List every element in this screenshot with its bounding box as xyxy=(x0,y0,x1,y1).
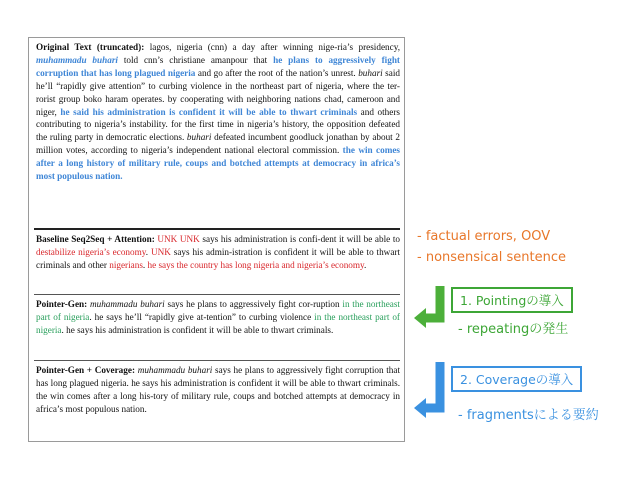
section-label: Pointer-Gen + Coverage: xyxy=(36,365,136,375)
pointing-intro-box: 1. Pointingの導入 xyxy=(451,287,573,313)
error-text: UNK UNK xyxy=(157,234,200,244)
body-text: . xyxy=(145,246,151,257)
section-label: Pointer-Gen: xyxy=(36,299,88,309)
error-text: destabilize nigeria’s economy xyxy=(36,246,146,257)
error-text: he says the country has long nigeria and nigeria’s economy xyxy=(147,259,365,270)
nonsensical-sentence-note: - nonsensical sentence xyxy=(417,250,566,265)
divider-pointergen-coverage xyxy=(34,360,400,361)
body-text: says he plans to aggressively fight corruption that has long plagued nigeria. he says his administration is confident it will be able to thwart criminals. the win comes after a long his-tory of military rule, coups and botched attempts at democracy in africa’s most populous nation. xyxy=(36,365,400,414)
pointer-gen-summary-paragraph xyxy=(36,298,400,337)
body-text: . xyxy=(142,259,148,270)
divider-baseline-pointergen xyxy=(34,294,400,295)
repeated-text: in the northeast part of nigeria xyxy=(36,299,400,322)
body-text: and go after the root of the nation’s unrest. xyxy=(195,67,359,78)
blue-down-arrow-icon xyxy=(412,358,452,418)
repeated-text: in the northeast part of nigeria xyxy=(36,311,400,335)
original-text-paragraph xyxy=(36,41,400,183)
error-text: nigerians xyxy=(109,259,143,270)
name-text: buhari xyxy=(358,67,383,78)
factual-errors-note: - factual errors, OOV xyxy=(417,229,551,244)
body-text: defeated incumbent goodluck jonathan by about 2 million votes, according to nigeria’s independent national electoral commission. xyxy=(36,132,400,156)
name-text: muhammadu buhari xyxy=(89,299,165,309)
fragments-note: - fragmentsによる要約 xyxy=(458,408,599,423)
body-text: and others contributing to nigeria’s instability. for the first time in nigeria’s history, the opposition defeated the ruling party in democratic elections. xyxy=(36,106,400,143)
highlighted-text: he said his administration is confident it will be able to thwart criminals xyxy=(60,106,358,117)
body-text: lagos, nigeria (cnn) a day after winning nige-ria’s presidency, xyxy=(144,42,400,52)
body-text: . he says he’ll “rapidly give at-tention” to curbing violence xyxy=(89,311,315,322)
divider-original-baseline xyxy=(34,228,400,230)
body-text: . he says his administration is confident it will be able to thwart criminals. xyxy=(61,324,334,335)
highlighted-text: he plans to aggressively fight corruption that has long plagued nigeria xyxy=(36,54,400,78)
baseline-summary-paragraph xyxy=(36,233,400,272)
section-label: Original Text (truncated): xyxy=(36,42,145,52)
body-text: says his admin-istration is confident it will be able to thwart criminals and other xyxy=(36,246,401,270)
name-text: buhari xyxy=(186,132,212,143)
highlighted-name-text: muhammadu buhari xyxy=(36,54,118,65)
body-text: . xyxy=(364,259,367,270)
body-text: told cnn’s christiane amanpour that xyxy=(117,54,274,65)
section-label: Baseline Seq2Seq + Attention: xyxy=(36,234,155,244)
coverage-summary-paragraph xyxy=(36,364,400,416)
name-text: muhammadu buhari xyxy=(137,365,213,375)
coverage-intro-box: 2. Coverageの導入 xyxy=(451,366,582,392)
body-text: says his administration is confi-dent it will be able to xyxy=(199,234,400,244)
error-text: UNK xyxy=(150,246,171,257)
green-down-arrow-icon xyxy=(412,280,452,340)
highlighted-text: the win comes after a long history of military rule, coups and botched attempts at democracy in africa’s most populous nation. xyxy=(36,145,400,182)
repeating-note: - repeatingの発生 xyxy=(458,322,569,337)
body-text: said he’ll “rapidly give attention” to curbing violence in the northeast part of nigeria, where the ter-rorist group boko haram operates. by cooperating with neighboring nations chad, cameroon and niger, xyxy=(36,67,400,117)
body-text: says he plans to aggressively fight cor-ruption xyxy=(164,299,343,309)
